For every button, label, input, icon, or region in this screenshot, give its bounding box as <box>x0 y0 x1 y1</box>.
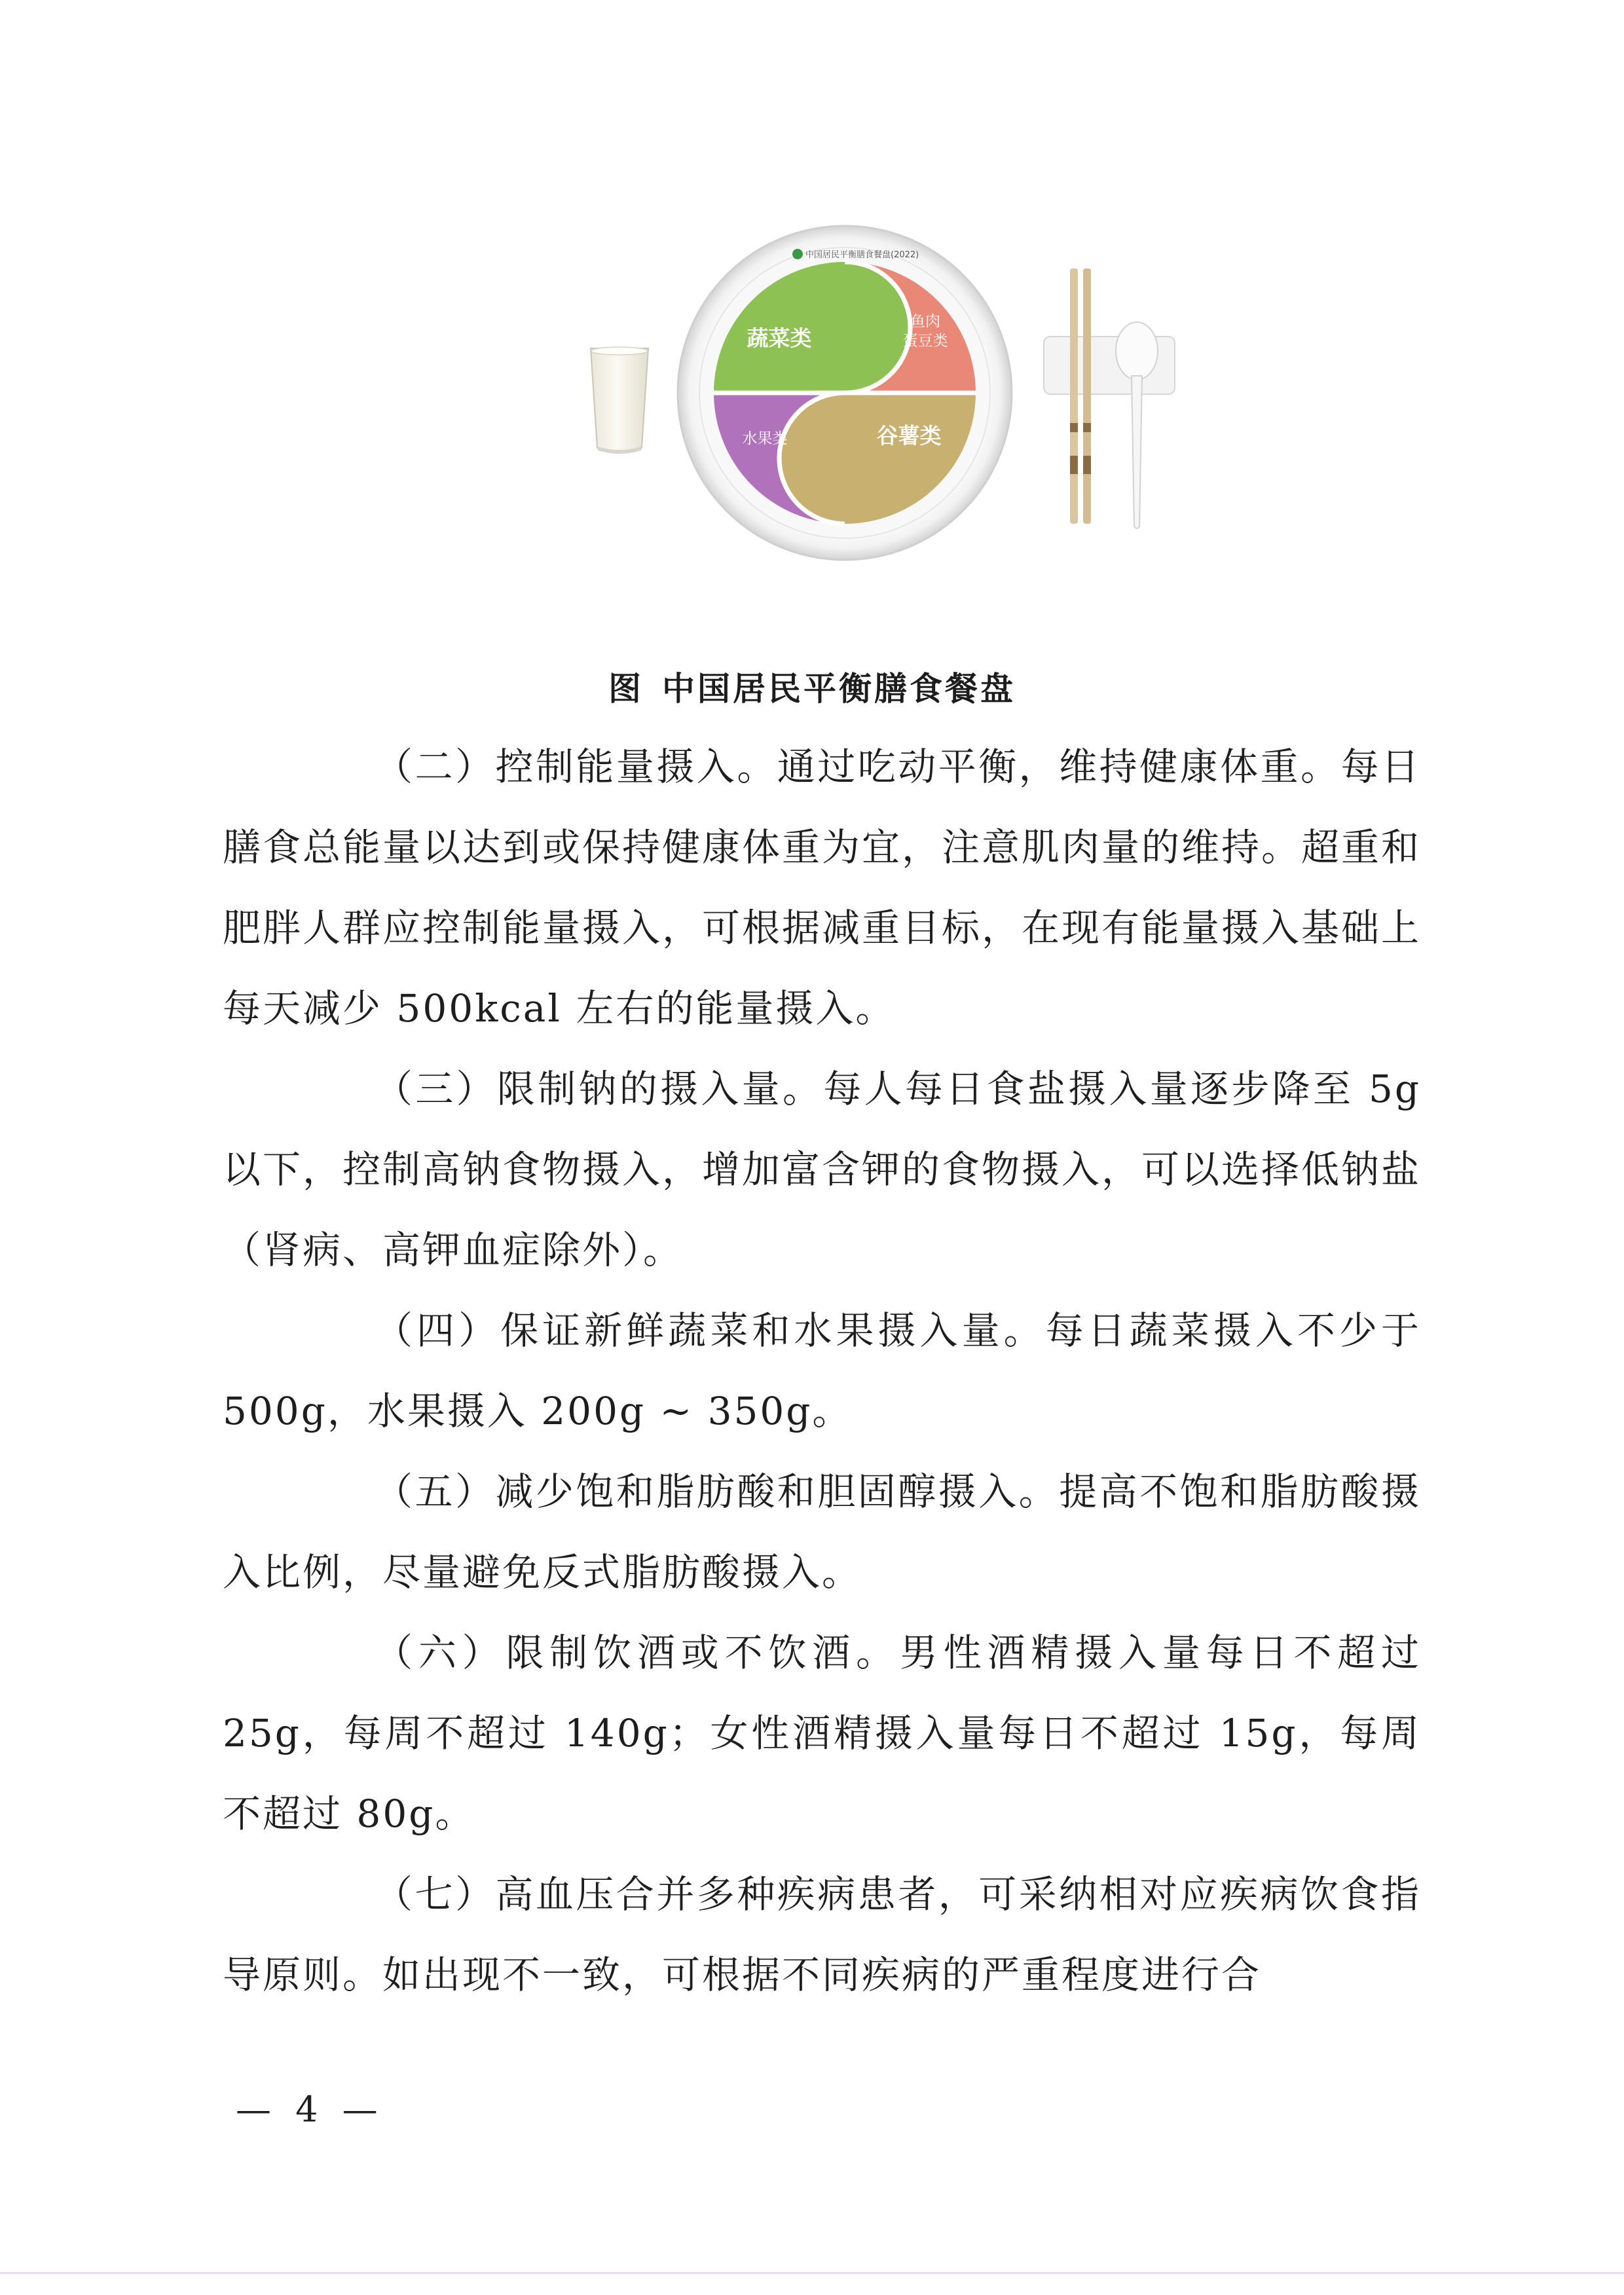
plate-title: 中国居民平衡膳食餐盘(2022) <box>805 250 919 260</box>
paragraph-control-energy-intake: （二）控制能量摄入。通过吃动平衡，维持健康体重。每日膳食总能量以达到或保持健康体重为宜，注意肌肉量的维持。超重和肥胖人群应控制能量摄入，可根据减重目标，在现有能量摄入基础上每天减少 500kcal 左右的能量摄入。 <box>223 744 1422 1031</box>
segment-label-fish-meat-line1: 鱼肉 <box>910 313 940 330</box>
chopsticks-and-spoon-icon <box>1035 266 1185 541</box>
segment-label-vegetables: 蔬菜类 <box>747 325 812 351</box>
body-text <box>223 727 1421 2015</box>
paragraph-limit-alcohol: （六）限制饮酒或不饮酒。男性酒精摄入量每日不超过 25g，每周不超过 140g；女性酒精摄入量每日不超过 15g，每周不超过 80g。 <box>223 1630 1421 1836</box>
segment-label-fruit: 水果类 <box>742 430 788 447</box>
diet-plate <box>674 223 1015 563</box>
segment-label-fish-meat-line2: 蛋豆类 <box>902 333 948 350</box>
figure-caption-label: 图 <box>608 669 644 708</box>
bottom-edge-line <box>0 2272 1624 2274</box>
paragraph-limit-sodium-intake: （三）限制钠的摄入量。每人每日食盐摄入量逐步降至 5g 以下，控制高钠食物摄入，增加富含钾的食物摄入，可以选择低钠盐（肾病、高钾血症除外）。 <box>223 1067 1422 1272</box>
figure-caption-title: 中国居民平衡膳食餐盘 <box>662 669 1016 708</box>
figure-caption <box>0 663 1624 710</box>
paragraph-fresh-vegetables-fruit: （四）保证新鲜蔬菜和水果摄入量。每日蔬菜摄入不少于 500g，水果摄入 200g ~ 350g。 <box>223 1308 1421 1433</box>
plate-logo-icon <box>792 249 803 259</box>
paragraph-comorbid-patients: （七）高血压合并多种疾病患者，可采纳相对应疾病饮食指导原则。如出现不一致，可根据不同疾病的严重程度进行合 <box>223 1872 1421 1997</box>
balanced-diet-plate-figure <box>576 223 1205 576</box>
segment-label-grains-tubers: 谷薯类 <box>876 423 942 449</box>
paragraph-reduce-saturated-fat: （五）减少饱和脂肪酸和胆固醇摄入。提高不饱和脂肪酸摄入比例，尽量避免反式脂肪酸摄入。 <box>223 1469 1421 1594</box>
page-number: — 4 — <box>236 2089 384 2130</box>
milk-glass-icon <box>587 344 652 456</box>
